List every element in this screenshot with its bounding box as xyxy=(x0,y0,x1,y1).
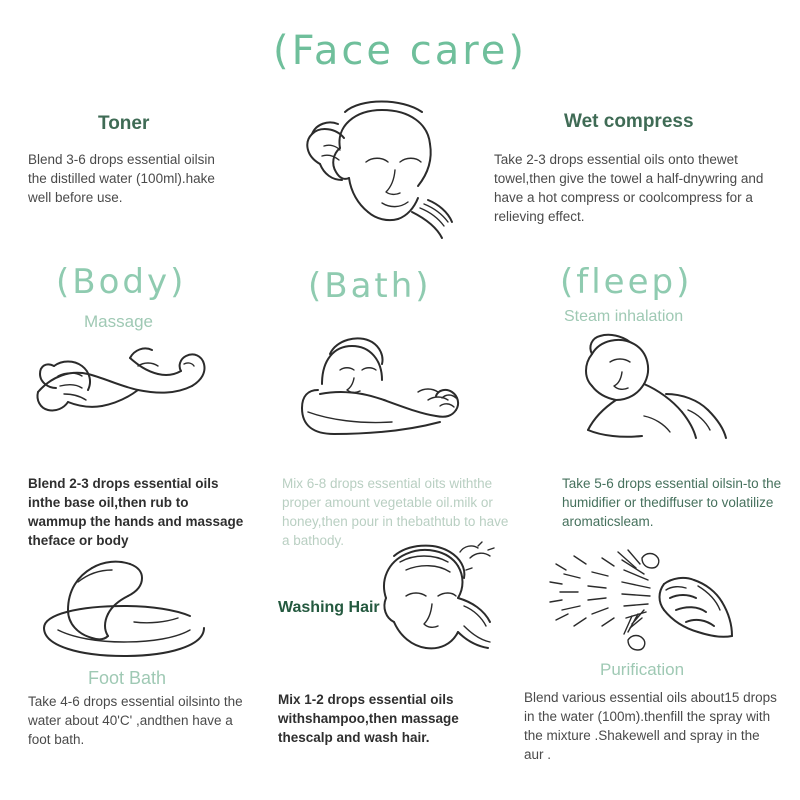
wet-compress-heading: Wet compress xyxy=(564,111,694,132)
steam-inhalation-heading: Steam inhalation xyxy=(564,308,684,325)
toner-text: Blend 3-6 drops essential oilsin the distilled water (100ml).hake well before use. xyxy=(28,152,215,205)
bath-section-title: (Bath) xyxy=(308,266,432,306)
purification-text: Blend various essential oils about15 drops in the water (100m).thenfill the spray with the mixture .Shakewell and spray in the aur . xyxy=(524,690,777,762)
foot-bath-heading: Foot Bath xyxy=(88,668,167,688)
bathtub-illustration xyxy=(300,330,480,440)
body-massage-text: Blend 2-3 drops essential oils inthe base oil,then rub to wammup the hands and massage theface or body xyxy=(28,476,244,548)
purification-heading: Purification xyxy=(600,660,685,679)
wet-compress-text: Take 2-3 drops essential oils onto thewet towel,then give the towel a half-dnywring and have a hot compress or coolcompress for a relieving effect. xyxy=(494,152,764,224)
foot-bath-illustration xyxy=(34,548,214,658)
face-massage-illustration xyxy=(300,100,480,245)
sleep-section-title: (fleep) xyxy=(560,262,693,302)
steam-inhalation-illustration xyxy=(548,332,748,442)
body-section-title: (Body) xyxy=(56,262,187,302)
washing-hair-text: Mix 1-2 drops essential oils withshampoo,then massage thescalp and wash hair. xyxy=(278,692,459,745)
washing-hair-heading: Washing Hair xyxy=(278,599,380,616)
toner-heading: Toner xyxy=(98,113,150,134)
washing-hair-illustration xyxy=(360,540,510,670)
spray-purification-illustration xyxy=(548,548,758,663)
foot-bath-text: Take 4-6 drops essential oilsinto the water about 40'C' ,andthen have a foot bath. xyxy=(28,694,243,747)
massage-heading: Massage xyxy=(84,312,153,331)
body-massage-illustration xyxy=(34,338,214,438)
bath-text: Mix 6-8 drops essential oits withthe proper amount vegetable oil.milk or honey,then pour in thebathtub to have a bathody. xyxy=(282,476,509,548)
page-title: (Face care) xyxy=(272,28,528,74)
steam-inhalation-text: Take 5-6 drops essential oilsin-to the humidifier or thediffuser to volatilize aromaticsleam. xyxy=(562,476,782,529)
